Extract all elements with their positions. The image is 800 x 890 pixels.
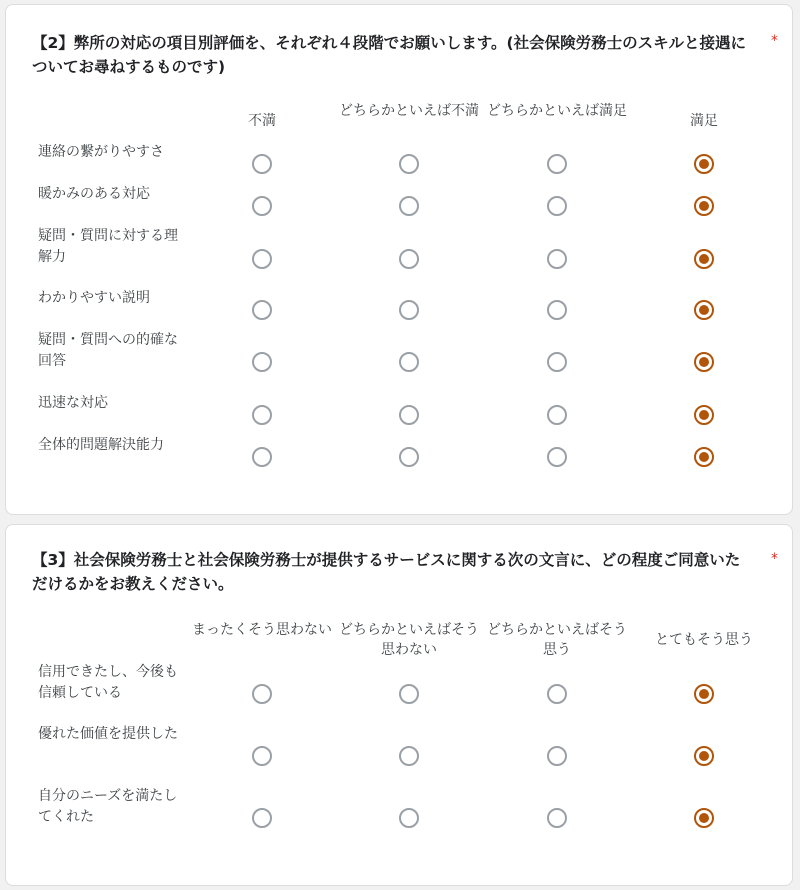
- radio-option[interactable]: [399, 447, 419, 467]
- radio-option[interactable]: [547, 746, 567, 766]
- column-header: どちらかといえばそう思わない: [339, 622, 479, 658]
- radio-option[interactable]: [399, 684, 419, 704]
- radio-option-selected[interactable]: [694, 684, 714, 704]
- question-card-3: [5, 524, 793, 886]
- row-label: 疑問・質問への的確な回答: [38, 332, 178, 369]
- radio-option[interactable]: [252, 684, 272, 704]
- radio-option[interactable]: [399, 300, 419, 320]
- row-label: 自分のニーズを満たしてくれた: [38, 788, 178, 825]
- radio-option[interactable]: [252, 196, 272, 216]
- column-header: まったくそう思わない: [192, 622, 332, 638]
- column-header: 不満: [248, 113, 276, 129]
- row-label: 信用できたし、今後も信頼している: [38, 664, 178, 701]
- radio-option-selected[interactable]: [694, 300, 714, 320]
- radio-option[interactable]: [399, 249, 419, 269]
- radio-option-selected[interactable]: [694, 352, 714, 372]
- question-title: 【2】弊所の対応の項目別評価を、それぞれ４段階でお願いします。(社会保険労務士のスキルと接遇についてお尋ねするものです): [32, 34, 746, 76]
- radio-option[interactable]: [252, 447, 272, 467]
- radio-option[interactable]: [252, 249, 272, 269]
- row-label: 迅速な対応: [38, 395, 108, 411]
- radio-option[interactable]: [252, 154, 272, 174]
- radio-option[interactable]: [547, 352, 567, 372]
- question-card-2: [5, 4, 793, 515]
- radio-option-selected[interactable]: [694, 808, 714, 828]
- required-mark: *: [771, 551, 778, 567]
- row-label: 優れた価値を提供した: [38, 726, 178, 742]
- radio-option-selected[interactable]: [694, 154, 714, 174]
- row-label: わかりやすい説明: [38, 290, 150, 306]
- column-header: 満足: [690, 113, 718, 129]
- radio-option[interactable]: [399, 196, 419, 216]
- radio-option-selected[interactable]: [694, 746, 714, 766]
- radio-option[interactable]: [252, 405, 272, 425]
- row-label: 連絡の繋がりやすさ: [38, 144, 164, 160]
- radio-option[interactable]: [547, 154, 567, 174]
- row-label: 全体的問題解決能力: [38, 437, 164, 453]
- radio-option[interactable]: [547, 300, 567, 320]
- radio-option[interactable]: [547, 405, 567, 425]
- column-header: どちらかといえば不満: [339, 103, 479, 119]
- radio-option[interactable]: [399, 154, 419, 174]
- column-header: どちらかといえばそう思う: [487, 622, 627, 658]
- radio-option[interactable]: [252, 808, 272, 828]
- radio-option[interactable]: [399, 746, 419, 766]
- column-header: どちらかといえば満足: [487, 103, 627, 119]
- radio-option[interactable]: [252, 746, 272, 766]
- radio-option[interactable]: [547, 196, 567, 216]
- radio-option[interactable]: [547, 808, 567, 828]
- required-mark: *: [771, 33, 778, 49]
- radio-option[interactable]: [399, 352, 419, 372]
- radio-option-selected[interactable]: [694, 249, 714, 269]
- question-title: 【3】社会保険労務士と社会保険労務士が提供するサービスに関する次の文言に、どの程度ご同意いただけるかをお教えください。: [32, 551, 741, 593]
- column-header: とてもそう思う: [655, 632, 753, 648]
- radio-option[interactable]: [399, 808, 419, 828]
- row-label: 暖かみのある対応: [38, 186, 150, 202]
- radio-option-selected[interactable]: [694, 196, 714, 216]
- radio-option[interactable]: [547, 684, 567, 704]
- radio-option[interactable]: [547, 249, 567, 269]
- row-label: 疑問・質問に対する理解力: [38, 228, 178, 265]
- radio-option[interactable]: [399, 405, 419, 425]
- radio-option-selected[interactable]: [694, 447, 714, 467]
- radio-option[interactable]: [252, 352, 272, 372]
- radio-option[interactable]: [547, 447, 567, 467]
- radio-option-selected[interactable]: [694, 405, 714, 425]
- radio-option[interactable]: [252, 300, 272, 320]
